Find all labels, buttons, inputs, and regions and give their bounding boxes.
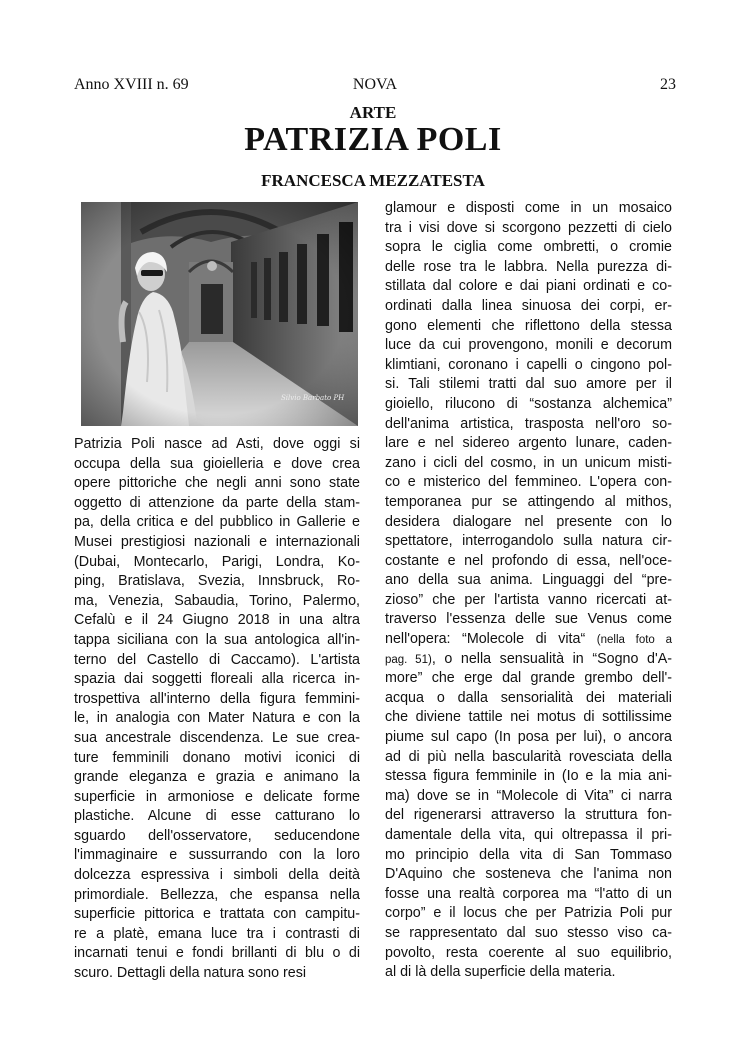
text-line: traverso l'essenza delle sue Venus come [385,611,672,628]
running-header [74,76,676,96]
text-line: incarnati tenui e fondi brillanti di blu o di [74,945,360,962]
text-line: tappa siciliana con la sua antologica all'in- [74,631,360,648]
text-line: gono elementi che riflettono della stessa [385,317,672,334]
right-column-text [385,199,672,983]
text-line: ad di più nella bascularità rovesciata della [385,748,672,765]
text-line: zioso” che per l'artista vanno ricercati at- [385,591,672,608]
text-line: acqua o dalla sensorialità dei materiali [385,689,672,706]
text-line: piume sul capo (In posa per lui), o ancora [385,729,672,746]
text-line: D'Aquino che sosteneva che l'anima non [385,866,672,883]
text-line: scuro. Dettagli della natura sono resi [74,965,307,982]
text-line: ma, Venezia, Sabaudia, Torino, Palermo, [74,592,360,609]
text-line: luce da cui provengono, monili e decorum [385,337,672,354]
text-line: ma) dove se in “Molecole di Vita” ci narra [385,787,672,804]
text-line: pag. 51), o nella sensualità in “Sogno d'A- [385,650,672,667]
text-line: grande eleganza e grazia e animano la [74,769,360,786]
text-line: temporanea pur se attingendo al mithos, [385,493,672,510]
text-line: spettatore, interrogandolo sulla natura cir- [385,533,672,550]
text-line: occupa della sua gioielleria e dove crea [74,455,360,472]
text-line: more” che erge dal grande grembo dell'- [385,670,672,687]
text-line: sopra le ciglia come ombretti, o cromie [385,239,672,256]
text-line: sua ancestrale discendenza. Le sue crea- [74,729,360,746]
text-line: dell'anima artistica, trasposta nell'oro so- [385,415,672,432]
text-line: corpo” e il locus che per Patrizia Poli pur [385,905,672,922]
text-line: plastiche. Alcune di esse catturano lo [74,808,360,825]
text-line: re a platè, emana luce tra i contrasti di [74,925,360,942]
text-line: co e misterico del femmineo. L'opera con- [385,474,672,491]
text-line: nell'opera: “Molecole di vita“ (nella foto a [385,631,672,648]
text-line: se rappresentato dal suo stesso viso ca- [385,924,672,941]
text-line: klimtiani, coronano i capelli o cingono pol- [385,356,672,373]
text-line: stillata dal colore e dai piani ordinati e co- [385,278,672,295]
left-column-text [74,435,360,984]
text-line: povolto, resta coerente al suo equilibrio, [385,944,672,961]
magazine-name: NOVA [352,76,398,93]
text-line: stessa figura femminile in (Io e la mia ani- [385,768,672,785]
text-line: ordinati dalla linea sinuosa dei corpi, er- [385,297,672,314]
text-line: fosse una realtà corporea ma “l'atto di un [385,885,672,902]
issue-number: Anno XVIII n. 69 [74,76,189,93]
text-line: al di là della superficie della materia. [385,964,616,981]
text-line: che diviene tattile nei motus di sottilissime [385,709,672,726]
text-line: ture femminili donano motivi iconici di [74,749,360,766]
text-line: zano i cicli del cosmo, in un unicum misti- [385,454,672,471]
text-line: glamour e disposti come in un mosaico [385,200,672,216]
text-line: del rigenerarsi attraverso la struttura fon- [385,807,672,824]
text-line: le, in analogia con Mater Natura e con la [74,710,360,727]
text-line: oggetto di attenzione da parte della stam- [74,494,360,511]
text-line: delle rose tra le labbra. Nella purezza di- [385,258,672,275]
text-line: primordiale. Bellezza, che espansa nella [74,886,360,903]
article-title: PATRIZIA POLI [244,121,502,158]
page-number: 23 [660,76,676,93]
text-line: Cefalù e il 24 Giugno 2018 in una altra [74,612,360,629]
text-line: superficie in armoniose e delicate forme [74,788,360,805]
text-line: ping, Bratislava, Svezia, Innsbruck, Ro- [74,573,360,590]
photo-signature: Silvio Barbato PH [281,394,345,402]
text-line: dolcezza espressiva i simboli della deità [74,867,360,884]
text-line: terno del Castello di Caccamo). L'artista [74,651,360,668]
text-line: lare e nel sidereo argento lunare, caden- [385,435,672,452]
text-line: costante e nel profondo di essa, nell'oce- [385,552,672,569]
text-line: (Dubai, Montecarlo, Parigi, Londra, Ko- [74,553,360,570]
text-line: Patrizia Poli nasce ad Asti, dove oggi si [74,436,360,452]
article-author: FRANCESCA MEZZATESTA [261,171,485,190]
text-line: damentale della vita, qui oltrepassa il pri- [385,827,672,843]
text-line: mo principio della vita di San Tommaso [385,846,672,863]
text-line: tra i visi dove si scorgono pezzetti di cielo [385,219,672,236]
text-line: superficie pittorica e trattata con campitu- [74,906,360,923]
text-line: Musei prestigiosi nazionali e internazionali [74,533,360,550]
section-label: ARTE [349,103,397,122]
text-line: pa, della critica e del pubblico in Gallerie e [74,514,360,531]
text-line: desidera dialogare nel presente con lo [385,513,672,530]
text-line: si. Tali stilemi tratti dal suo amore per il [385,376,672,393]
text-line: opere pittoriche che negli anni sono state [74,475,360,492]
text-line: gioiello, rilucono di “sostanza alchemica” [385,395,672,412]
text-line: trospettiva all'interno della figura femmini- [74,690,360,707]
text-line: ano della sua anima. Linguaggi del “pre- [385,572,672,589]
text-line: sguardo dell'osservatore, seducendone [74,827,360,844]
text-line: l'immaginaire e sussurrando con la loro [74,847,360,864]
text-line: spazia dai soggetti floreali alla ricerca in- [74,671,360,688]
article-photo [81,202,358,426]
